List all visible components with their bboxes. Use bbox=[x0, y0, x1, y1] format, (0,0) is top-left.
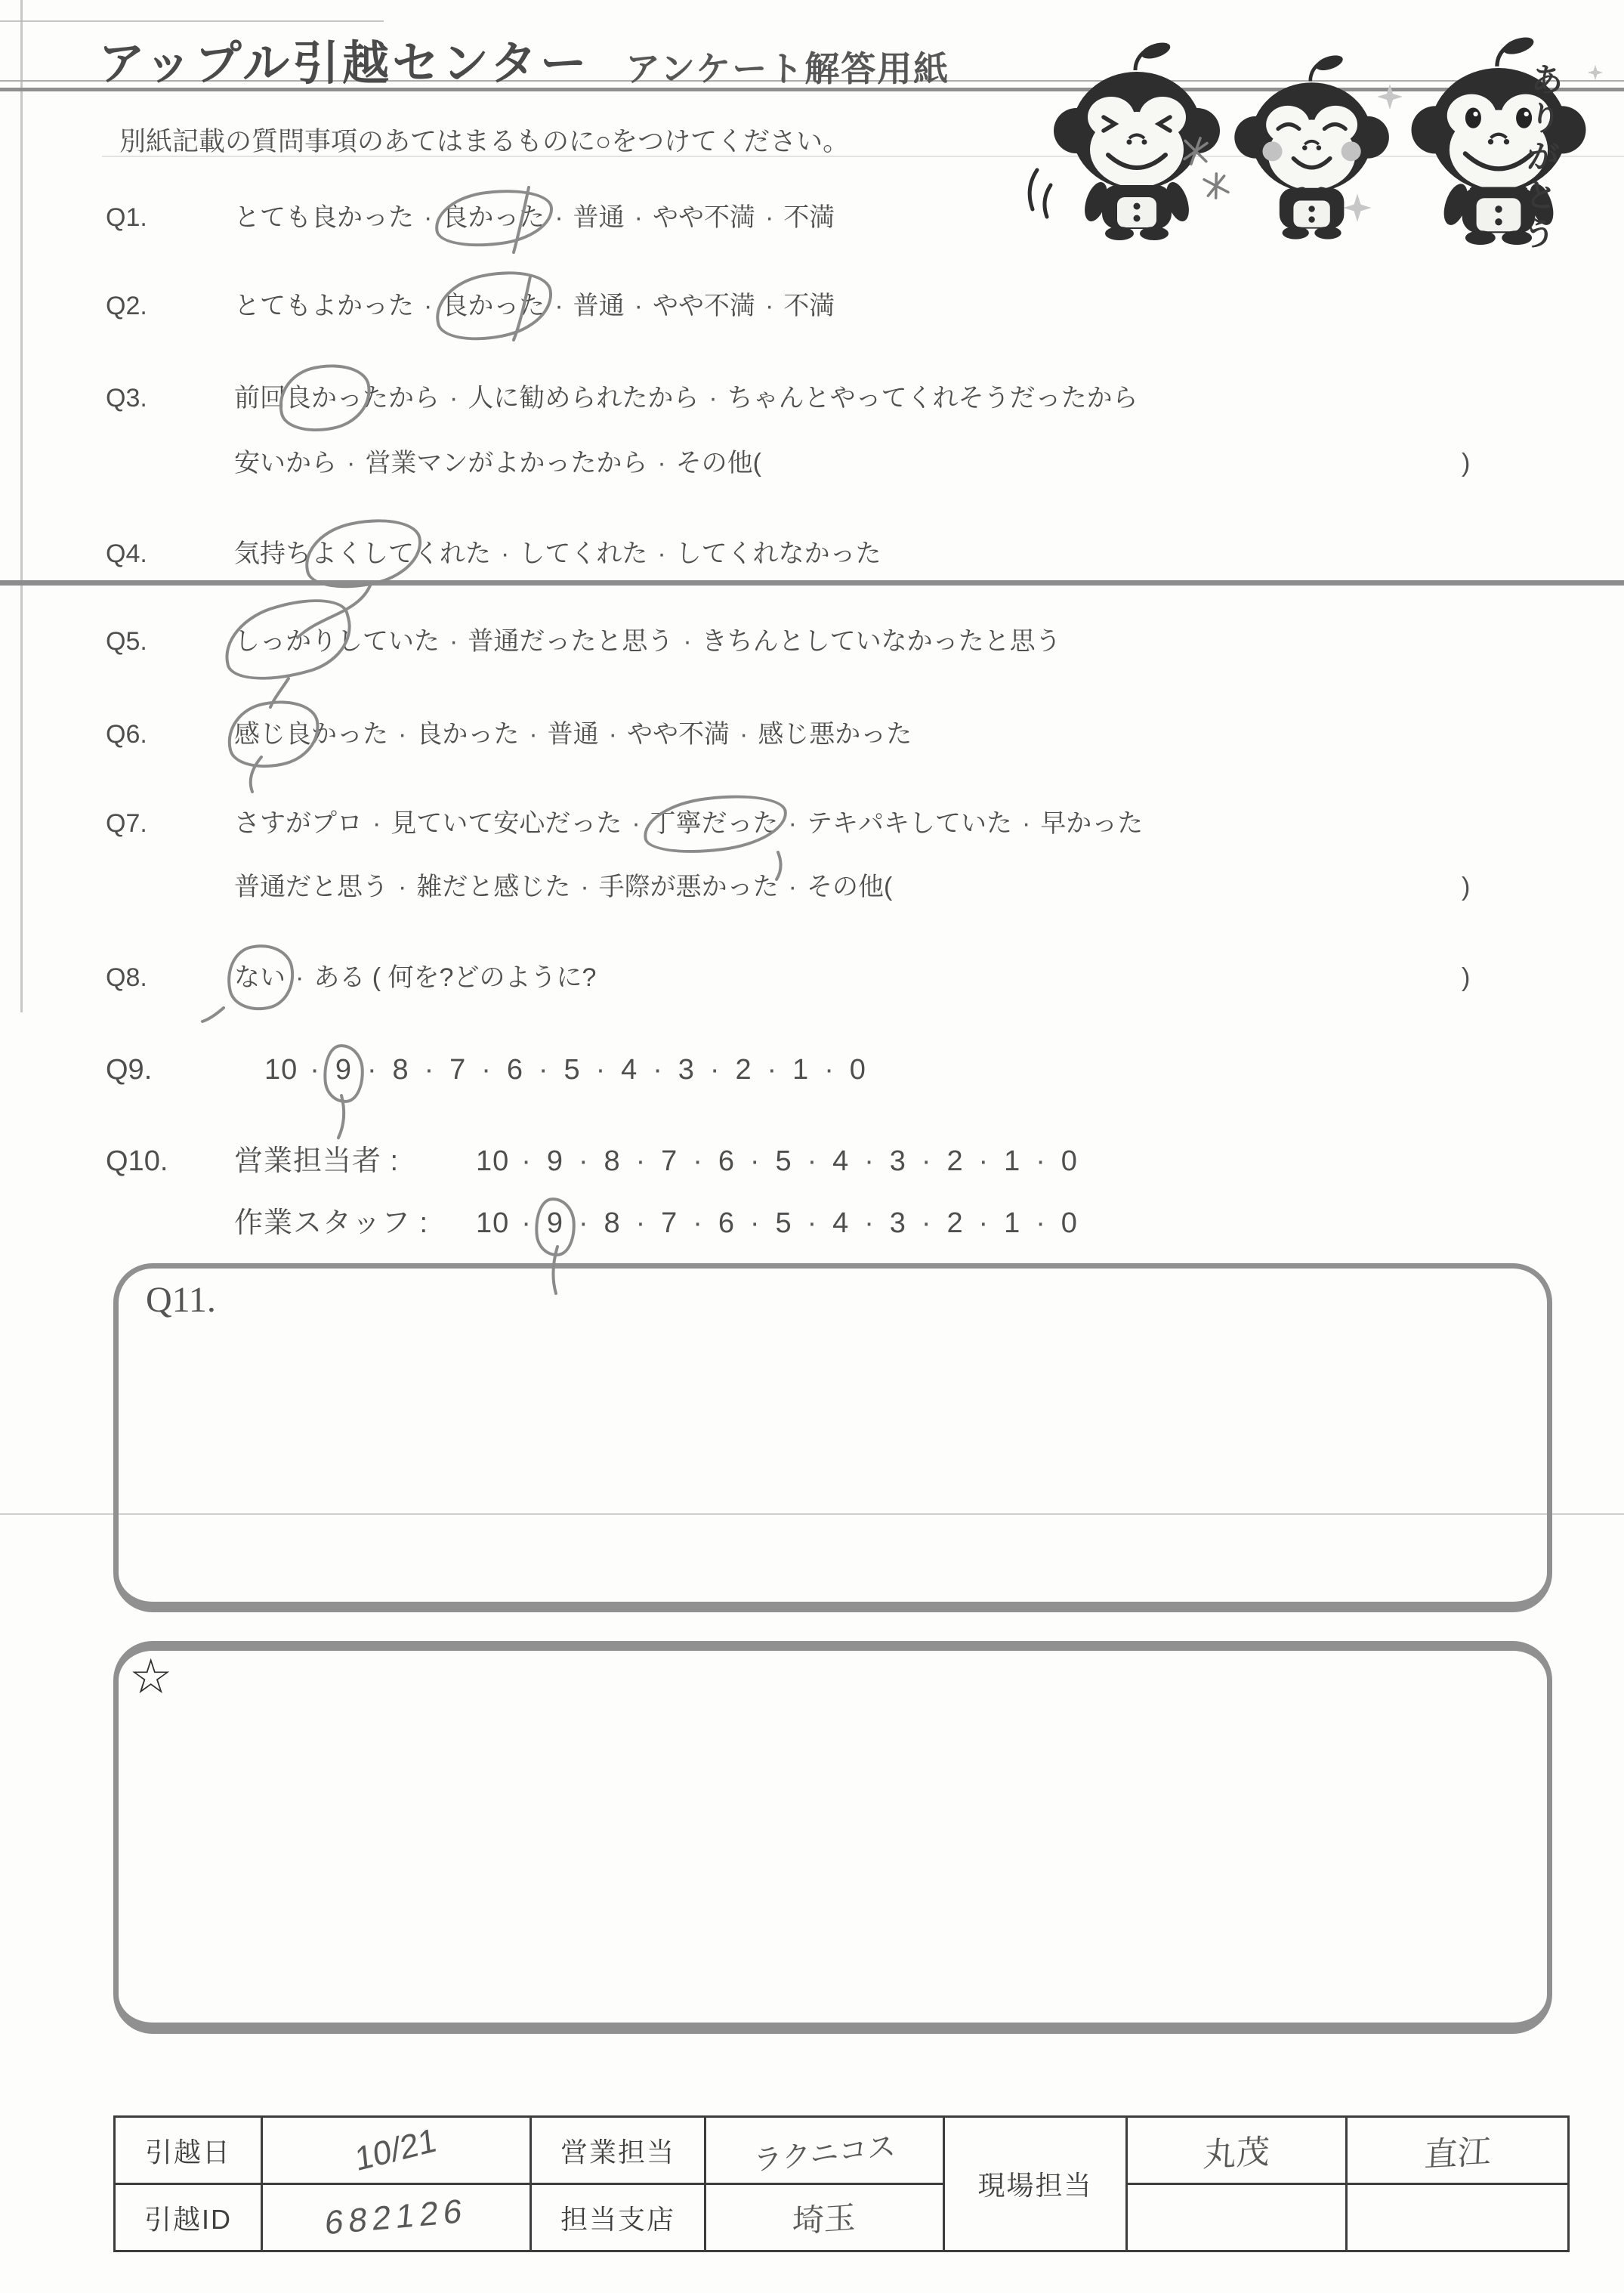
answer-option[interactable]: テキパキしていた bbox=[806, 809, 1012, 838]
question-row-Q2 bbox=[0, 280, 1624, 332]
answer-option[interactable]: さすがプロ bbox=[234, 809, 363, 838]
handwritten-branch: 埼玉 bbox=[792, 2199, 857, 2240]
options-line bbox=[234, 437, 761, 490]
answer-option[interactable]: 感じ悪かった bbox=[758, 720, 912, 749]
page-title: アップル引越センター bbox=[98, 38, 590, 90]
answer-option[interactable]: 前回良かったから bbox=[234, 384, 440, 413]
answer-option[interactable]: 手際が悪かった bbox=[598, 873, 779, 901]
option-separator: · bbox=[807, 1207, 818, 1239]
option-separator: · bbox=[921, 1207, 932, 1239]
answer-option[interactable]: してくれた bbox=[519, 539, 648, 568]
options-line bbox=[234, 1135, 1081, 1188]
handwritten-move-id: 682126 bbox=[323, 2192, 469, 2242]
answer-option[interactable] bbox=[442, 292, 545, 320]
question-number: Q8. bbox=[106, 963, 147, 992]
option-separator: · bbox=[449, 384, 458, 413]
answer-option[interactable]: 2 bbox=[946, 1207, 964, 1239]
option-separator: · bbox=[501, 539, 510, 568]
answer-option[interactable]: 3 bbox=[889, 1145, 906, 1177]
circled-answer: ない bbox=[234, 963, 286, 992]
answer-option[interactable]: 普通 bbox=[547, 720, 599, 749]
answer-option[interactable]: しっかりしていた bbox=[234, 627, 440, 656]
move-date-label: 引越日 bbox=[115, 2117, 262, 2184]
thanks-vertical-text: ありがとう bbox=[1516, 60, 1564, 256]
circled-answer: 感じ良 bbox=[234, 720, 311, 749]
option-separator: · bbox=[634, 292, 643, 320]
options-line bbox=[234, 615, 1061, 668]
option-separator: · bbox=[653, 1054, 663, 1086]
q11-box-label: Q11. bbox=[146, 1280, 216, 1320]
answer-option[interactable]: 5 bbox=[563, 1054, 581, 1086]
site-rep-name1-cell[interactable] bbox=[1127, 2117, 1347, 2184]
option-separator: · bbox=[424, 1054, 435, 1086]
option-separator: · bbox=[767, 1054, 778, 1086]
answer-option[interactable]: 1 bbox=[1004, 1207, 1021, 1239]
question-row-Q4 bbox=[0, 527, 1624, 580]
circled-answer: しっかり bbox=[234, 627, 337, 656]
branch-cell[interactable] bbox=[705, 2184, 944, 2251]
question-number: Q4. bbox=[106, 539, 147, 568]
option-separator: · bbox=[807, 1145, 818, 1177]
answer-option[interactable] bbox=[442, 203, 545, 232]
answer-option[interactable]: 安いから bbox=[234, 449, 337, 477]
question-row-cont8 bbox=[0, 861, 1624, 913]
option-separator: · bbox=[764, 292, 774, 320]
options-line bbox=[264, 1043, 869, 1096]
option-separator: · bbox=[635, 1207, 647, 1239]
scale-target-label: 営業担当者 : bbox=[234, 1145, 400, 1177]
option-separator: · bbox=[709, 1054, 721, 1086]
handwritten-move-date: 10/21 bbox=[354, 2121, 439, 2179]
option-separator: · bbox=[978, 1207, 990, 1239]
question-number: Q5. bbox=[106, 627, 147, 656]
option-separator: · bbox=[864, 1207, 875, 1239]
answer-option[interactable]: 営業マンがよかったから bbox=[365, 449, 648, 477]
answer-option[interactable]: 7 bbox=[449, 1054, 467, 1086]
answer-option[interactable]: 見ていて安心だった bbox=[391, 809, 622, 838]
answer-option[interactable]: とてもよかった bbox=[234, 292, 414, 320]
option-separator: · bbox=[657, 449, 666, 477]
option-separator: · bbox=[683, 627, 692, 656]
star-comment-box[interactable] bbox=[113, 1641, 1552, 2034]
question-row-Q7 bbox=[0, 797, 1624, 850]
answer-blank-close-paren: ) bbox=[1462, 963, 1471, 992]
answer-option[interactable] bbox=[234, 963, 286, 992]
option-separator: · bbox=[749, 1145, 761, 1177]
answer-option[interactable]: 8 bbox=[604, 1207, 621, 1239]
option-separator: · bbox=[554, 292, 563, 320]
answer-option[interactable] bbox=[544, 1197, 567, 1250]
answer-option[interactable]: 3 bbox=[678, 1054, 695, 1086]
circled-answer: 9 bbox=[547, 1207, 563, 1241]
answer-option[interactable]: きちんとしていなかったと思う bbox=[701, 627, 1061, 656]
answer-option[interactable]: 6 bbox=[718, 1145, 735, 1177]
answer-option[interactable]: 雑だと感じた bbox=[416, 873, 571, 901]
answer-option[interactable] bbox=[650, 809, 779, 838]
question-row-Q3 bbox=[0, 372, 1624, 425]
option-separator: · bbox=[580, 873, 589, 901]
question-number: Q3. bbox=[106, 384, 147, 413]
question-row-Q5 bbox=[0, 615, 1624, 668]
instruction-text: 別紙記載の質問事項のあてはまるものに○をつけてください。 bbox=[119, 127, 850, 156]
option-separator: · bbox=[521, 1207, 532, 1239]
option-separator: · bbox=[788, 873, 797, 901]
option-separator: · bbox=[709, 384, 718, 413]
question-row-Q8 bbox=[0, 951, 1624, 1004]
answer-option[interactable]: 10 bbox=[476, 1207, 510, 1239]
option-separator: · bbox=[481, 1054, 492, 1086]
answer-option[interactable]: 人に勧められたから bbox=[468, 384, 699, 413]
option-separator: · bbox=[554, 203, 563, 232]
option-separator: · bbox=[864, 1145, 875, 1177]
answer-option[interactable]: その他( bbox=[806, 873, 893, 901]
answer-option[interactable]: 6 bbox=[506, 1054, 523, 1086]
question-row-Q6 bbox=[0, 708, 1624, 761]
handwritten-site-rep-2: 直江 bbox=[1423, 2133, 1492, 2174]
question-number: Q2. bbox=[106, 292, 147, 320]
answer-option[interactable]: 気持ちよくしてくれた bbox=[234, 539, 491, 568]
move-id-cell[interactable] bbox=[262, 2184, 531, 2251]
circled-answer: よくして bbox=[311, 539, 414, 568]
option-separator: · bbox=[310, 1054, 320, 1086]
answer-option[interactable]: その他( bbox=[675, 449, 761, 477]
site-rep-empty-cell-1[interactable] bbox=[1127, 2184, 1347, 2251]
option-separator: · bbox=[521, 1145, 532, 1177]
answer-option[interactable]: 普通 bbox=[573, 203, 625, 232]
option-separator: · bbox=[693, 1207, 703, 1239]
answer-option[interactable]: 感じ良かった bbox=[234, 720, 388, 749]
answer-option[interactable] bbox=[332, 1043, 355, 1096]
option-separator: · bbox=[749, 1207, 761, 1239]
answer-option[interactable]: 普通だったと思う bbox=[468, 627, 674, 656]
option-separator: · bbox=[398, 873, 407, 901]
question-row-Q1 bbox=[0, 191, 1624, 244]
option-separator: · bbox=[424, 292, 433, 320]
answer-option[interactable]: 5 bbox=[775, 1207, 792, 1239]
option-separator: · bbox=[657, 539, 666, 568]
answer-option[interactable]: 1 bbox=[792, 1054, 810, 1086]
answer-option[interactable]: やや不満 bbox=[626, 720, 730, 749]
option-separator: · bbox=[635, 1145, 647, 1177]
answer-option[interactable]: 5 bbox=[775, 1145, 792, 1177]
scale-target-label: 作業スタッフ : bbox=[234, 1207, 429, 1239]
site-rep-empty-cell-2[interactable] bbox=[1347, 2184, 1569, 2251]
answer-option[interactable]: 8 bbox=[604, 1145, 621, 1177]
options-line bbox=[234, 797, 1143, 850]
option-separator: · bbox=[1036, 1145, 1046, 1177]
option-separator: · bbox=[372, 809, 381, 838]
circled-answer: 良かった bbox=[442, 292, 545, 320]
circled-answer: 良かった bbox=[442, 203, 545, 232]
answer-option[interactable]: 7 bbox=[661, 1145, 678, 1177]
option-separator: · bbox=[538, 1054, 549, 1086]
option-separator: · bbox=[578, 1145, 589, 1177]
question-number: Q7. bbox=[106, 809, 147, 838]
move-id-label: 引越ID bbox=[115, 2184, 262, 2251]
answer-option[interactable]: 4 bbox=[832, 1145, 850, 1177]
option-separator: · bbox=[634, 203, 643, 232]
answer-blank-close-paren: ) bbox=[1462, 449, 1471, 477]
question-number: Q10. bbox=[106, 1145, 168, 1177]
site-rep-label: 現場担当 bbox=[944, 2117, 1127, 2251]
option-separator: · bbox=[764, 203, 774, 232]
options-line bbox=[234, 708, 912, 761]
answer-option[interactable]: 早かった bbox=[1040, 809, 1144, 838]
branch-label: 担当支店 bbox=[531, 2184, 705, 2251]
answer-option[interactable]: 不満 bbox=[783, 203, 835, 232]
option-separator: · bbox=[1021, 809, 1031, 838]
option-separator: · bbox=[824, 1054, 835, 1086]
answer-option[interactable]: 4 bbox=[832, 1207, 850, 1239]
answer-option[interactable]: 7 bbox=[661, 1207, 678, 1239]
answer-option[interactable]: ある ( 何を?どのように? bbox=[313, 963, 597, 992]
answer-option[interactable]: やや不満 bbox=[652, 292, 755, 320]
answer-option[interactable]: やや不満 bbox=[652, 203, 755, 232]
footer-info-table bbox=[113, 2115, 1570, 2252]
question-row-Q9 bbox=[0, 1043, 1624, 1096]
star-icon: ☆ bbox=[129, 1649, 173, 1704]
answer-option[interactable]: 9 bbox=[546, 1145, 563, 1177]
answer-option[interactable]: ちゃんとやってくれそうだったから bbox=[727, 384, 1138, 413]
options-line bbox=[234, 951, 596, 1004]
option-separator: · bbox=[1036, 1207, 1046, 1239]
options-line bbox=[234, 191, 835, 244]
option-separator: · bbox=[608, 720, 617, 749]
option-separator: · bbox=[529, 720, 538, 749]
answer-option[interactable]: 8 bbox=[392, 1054, 409, 1086]
options-line bbox=[234, 372, 1138, 425]
option-separator: · bbox=[449, 627, 458, 656]
answer-option[interactable]: 10 bbox=[264, 1054, 298, 1086]
question-number: Q6. bbox=[106, 720, 147, 749]
handwritten-site-rep-1: 丸茂 bbox=[1202, 2133, 1270, 2174]
q11-comment-box[interactable] bbox=[113, 1263, 1552, 1612]
circled-answer: 9 bbox=[335, 1053, 352, 1088]
sales-rep-cell[interactable] bbox=[705, 2117, 944, 2184]
option-separator: · bbox=[921, 1145, 932, 1177]
circled-answer: 丁寧だった bbox=[650, 809, 779, 838]
option-separator: · bbox=[739, 720, 749, 749]
answer-option[interactable]: 不満 bbox=[783, 292, 835, 320]
options-line bbox=[234, 861, 892, 913]
circled-answer: 良かっ bbox=[286, 384, 363, 413]
answer-option[interactable]: 2 bbox=[946, 1145, 964, 1177]
option-separator: · bbox=[347, 449, 356, 477]
sales-rep-label: 営業担当 bbox=[531, 2117, 705, 2184]
question-number: Q9. bbox=[106, 1054, 153, 1086]
page-subtitle: アンケート解答用紙 bbox=[625, 49, 950, 88]
answer-option[interactable]: 4 bbox=[621, 1054, 638, 1086]
options-line bbox=[234, 527, 881, 580]
option-separator: · bbox=[978, 1145, 990, 1177]
answer-option[interactable]: 3 bbox=[889, 1207, 906, 1239]
answer-option[interactable]: とても良かった bbox=[234, 203, 414, 232]
options-line bbox=[234, 280, 835, 332]
answer-option[interactable]: 良かった bbox=[416, 720, 520, 749]
option-separator: · bbox=[424, 203, 433, 232]
option-separator: · bbox=[295, 963, 304, 992]
answer-option[interactable]: 1 bbox=[1004, 1145, 1021, 1177]
option-separator: · bbox=[366, 1054, 378, 1086]
option-separator: · bbox=[578, 1207, 589, 1239]
answer-option[interactable]: 2 bbox=[735, 1054, 752, 1086]
options-line bbox=[234, 1197, 1081, 1250]
site-rep-name2-cell[interactable] bbox=[1347, 2117, 1569, 2184]
answer-option[interactable]: 10 bbox=[476, 1145, 510, 1177]
option-separator: · bbox=[631, 809, 641, 838]
answer-option[interactable]: してくれなかった bbox=[675, 539, 881, 568]
answer-option[interactable]: 6 bbox=[718, 1207, 735, 1239]
answer-option[interactable]: 0 bbox=[849, 1054, 866, 1086]
move-date-cell[interactable] bbox=[262, 2117, 531, 2184]
handwritten-sales-rep: ラクニコス bbox=[752, 2130, 897, 2177]
option-separator: · bbox=[398, 720, 407, 749]
answer-option[interactable]: 0 bbox=[1061, 1207, 1078, 1239]
question-number: Q1. bbox=[106, 203, 147, 232]
answer-option[interactable]: 普通だと思う bbox=[234, 873, 388, 901]
question-row-cont3 bbox=[0, 437, 1624, 490]
answer-option[interactable]: 普通 bbox=[573, 292, 625, 320]
option-separator: · bbox=[595, 1054, 607, 1086]
answer-blank-close-paren: ) bbox=[1462, 873, 1471, 901]
option-separator: · bbox=[693, 1145, 703, 1177]
option-separator: · bbox=[788, 809, 797, 838]
question-row-Q10 bbox=[0, 1135, 1624, 1188]
answer-option[interactable]: 0 bbox=[1061, 1145, 1078, 1177]
question-row-cont12 bbox=[0, 1197, 1624, 1250]
